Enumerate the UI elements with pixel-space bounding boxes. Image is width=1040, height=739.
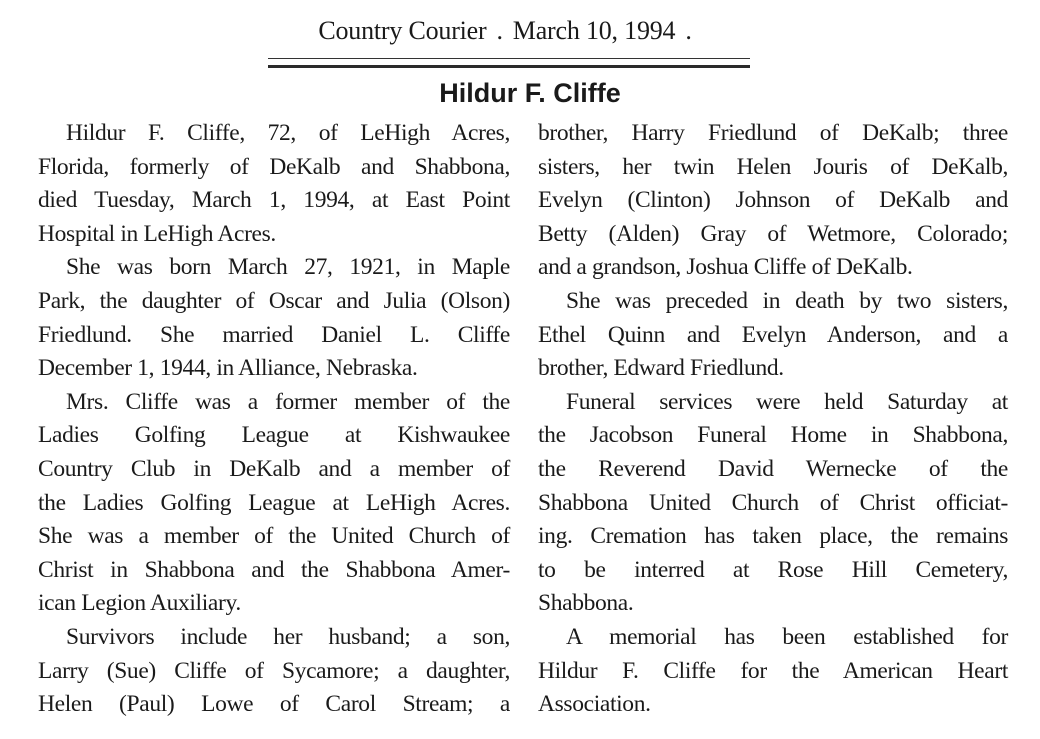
text-line: died Tuesday, March 1, 1994, at East Point: [38, 187, 510, 214]
text-line: the Jacobson Funeral Home in Shabbona,: [538, 422, 1008, 449]
text-line: sisters, her twin Helen Jouris of DeKalb,: [538, 153, 1008, 180]
text-line: Larry (Sue) Cliffe of Sycamore; a daughter,: [38, 657, 510, 684]
publication-name: Country Courier: [318, 16, 487, 45]
obituary-title: Hildur F. Cliffe: [439, 78, 621, 108]
masthead-rule-thick: [268, 65, 750, 68]
text-line: Ladies Golfing League at Kishwaukee: [38, 422, 510, 449]
text-line: Mrs. Cliffe was a former member of the: [66, 388, 510, 415]
text-line: ican Legion Auxiliary.: [38, 590, 241, 617]
text-line: the Reverend David Wernecke of the: [538, 455, 1008, 482]
text-line: Helen (Paul) Lowe of Carol Stream; a: [38, 691, 510, 718]
text-line: Association.: [538, 691, 651, 718]
text-line: Betty (Alden) Gray of Wetmore, Colorado;: [538, 220, 1008, 247]
text-line: Christ in Shabbona and the Shabbona Amer-: [38, 556, 510, 583]
text-line: the Ladies Golfing League at LeHigh Acres.: [38, 489, 510, 516]
text-line: ing. Cremation has taken place, the remains: [538, 523, 1008, 550]
right-column: [538, 117, 1008, 722]
text-line: Friedlund. She married Daniel L. Cliffe: [38, 321, 510, 348]
text-line: Hildur F. Cliffe, 72, of LeHigh Acres,: [66, 120, 510, 146]
text-line: brother, Edward Friedlund.: [538, 355, 784, 382]
trailing-dot: .: [685, 16, 692, 45]
text-line: Florida, formerly of DeKalb and Shabbona,: [38, 153, 510, 180]
text-line: A memorial has been established for: [566, 623, 1008, 650]
text-line: and a grandson, Joshua Cliffe of DeKalb.: [538, 254, 913, 281]
text-line: Hospital in LeHigh Acres.: [38, 220, 276, 247]
publication-date: March 10, 1994: [512, 16, 676, 45]
text-line: She was born March 27, 1921, in Maple: [66, 254, 510, 281]
masthead-rule-thin: [268, 58, 750, 59]
text-line: Shabbona.: [538, 590, 634, 617]
text-line: Shabbona United Church of Christ officiat-: [538, 489, 1008, 516]
text-line: Ethel Quinn and Evelyn Anderson, and a: [538, 321, 1008, 348]
text-line: Evelyn (Clinton) Johnson of DeKalb and: [538, 187, 1008, 214]
masthead: [270, 16, 750, 46]
text-line: Survivors include her husband; a son,: [66, 623, 510, 650]
text-line: Park, the daughter of Oscar and Julia (Olson): [38, 287, 510, 314]
text-line: Country Club in DeKalb and a member of: [38, 455, 510, 482]
text-line: She was preceded in death by two sisters,: [566, 287, 1008, 314]
text-line: to be interred at Rose Hill Cemetery,: [538, 556, 1008, 583]
separator-dot: .: [496, 16, 503, 45]
left-column: [38, 117, 510, 722]
text-line: Funeral services were held Saturday at: [566, 388, 1008, 415]
text-line: Hildur F. Cliffe for the American Heart: [538, 657, 1008, 684]
text-line: She was a member of the United Church of: [38, 523, 510, 550]
text-line: December 1, 1944, in Alliance, Nebraska.: [38, 355, 418, 382]
text-line: brother, Harry Friedlund of DeKalb; three: [538, 120, 1008, 146]
